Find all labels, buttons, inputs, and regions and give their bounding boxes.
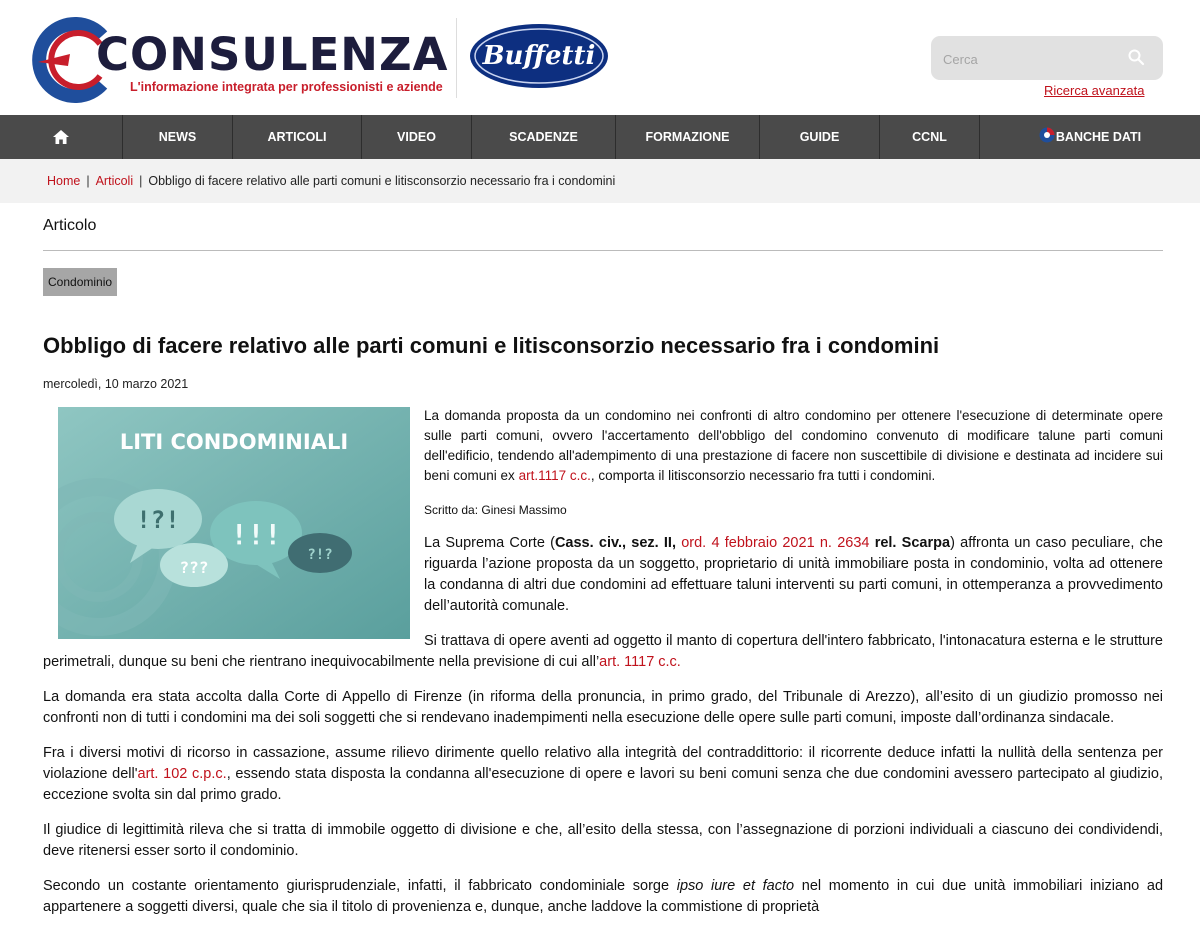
law-link[interactable]: art. 102 c.p.c. (137, 766, 227, 782)
citation-bold: Cass. civ., sez. II, (554, 535, 676, 551)
nav-articoli-label: ARTICOLI (267, 130, 327, 144)
law-link[interactable]: art.1117 c.c. (518, 468, 591, 483)
paragraph-text: Fra i diversi motivi di ricorso in cassazione, assume rilievo dirimente quello relativo alla integrità del contraddittorio: il ricorrente deduce infatti la nullità della sentenza per violazione dell' (43, 745, 1163, 782)
citation-bold: rel. Scarpa (874, 535, 951, 551)
buffetti-logo[interactable] (468, 22, 610, 90)
paragraph-text: Si trattava di opere aventi ad oggetto il manto di copertura dell'intero fabbricato, l'intonacatura esterna e le strutture perimetrali, dunque su beni che rientrano inequivocabilmente nella previsione di cui all’ (43, 633, 1163, 670)
buffetti-wordmark: Buffetti (482, 41, 596, 71)
bubble-text: !?! (136, 506, 180, 534)
paragraph (43, 631, 1163, 673)
bubble-text: ?!? (307, 547, 333, 563)
breadcrumb-separator: | (86, 174, 90, 188)
nav-video[interactable] (362, 115, 472, 159)
consulenza-logo[interactable] (30, 14, 460, 104)
nav-guide-label: GUIDE (799, 130, 840, 144)
paragraph-text: Secondo un costante orientamento giurisprudenziale, infatti, il fabbricato condominiale sorge (43, 878, 677, 894)
nav-video-label: VIDEO (397, 130, 436, 144)
nav-formazione[interactable] (616, 115, 760, 159)
search-icon[interactable] (1127, 48, 1145, 66)
article-body (43, 406, 1163, 932)
bubble-text: !!! (230, 518, 282, 551)
paragraph-text: nel momento in cui due unità immobiliari iniziano ad appartenere a soggetti diversi, quale che sia il titolo di provenienza e, dunque, anche laddove la commistione di proprietà (43, 878, 1164, 915)
law-link[interactable]: ord. 4 febbraio 2021 n. 2634 (681, 535, 870, 551)
paragraph (43, 876, 1163, 918)
article-author: Scritto da: Ginesi Massimo (424, 503, 567, 517)
nav-banche-dati[interactable] (980, 115, 1200, 159)
breadcrumb-home[interactable]: Home (47, 174, 81, 188)
nav-guide[interactable] (760, 115, 880, 159)
breadcrumb (0, 159, 1200, 203)
divider (43, 250, 1163, 251)
nav-scadenze-label: SCADENZE (509, 130, 578, 144)
lead-text: La domanda proposta da un condomino nei confronti di altro condomino per ottenere l'esecuzione di determinate opere sulle parti comuni, ovvero l'accertamento dell'obbligo del condomino convenuto di modificare talune parti comuni dell'edificio, tendendo all'adempimento di una prestazione di facere non suscettibile di divisione e destinata ad incidere sui beni comuni ex (424, 408, 1163, 483)
bubble-text: ??? (179, 558, 209, 577)
logo-divider (456, 18, 457, 98)
database-icon (1039, 127, 1055, 143)
category-tag[interactable]: Condominio (43, 268, 117, 296)
article-date: mercoledì, 10 marzo 2021 (43, 377, 189, 391)
search-box[interactable] (931, 36, 1163, 80)
logo-wordmark: CONSULENZA (96, 28, 449, 81)
nav-articoli[interactable] (233, 115, 362, 159)
search-input[interactable] (941, 36, 1125, 82)
breadcrumb-separator: | (139, 174, 143, 188)
latin-phrase: ipso iure et facto (676, 878, 795, 894)
paragraph (424, 533, 1163, 617)
nav-banche-dati-label: BANCHE DATI (1055, 130, 1142, 144)
article-lead (424, 406, 1163, 486)
law-link[interactable]: art. 1117 c.c. (599, 654, 681, 670)
nav-formazione-label: FORMAZIONE (645, 130, 730, 144)
main-nav (0, 115, 1200, 159)
nav-home[interactable] (0, 115, 123, 159)
advanced-search-link[interactable]: Ricerca avanzata (1044, 83, 1145, 98)
paragraph: Il giudice di legittimità rileva che si tratta di immobile oggetto di divisione e che, all’esito della stessa, con l’assegnazione di porzioni individuali a ciascuno dei condividendi, deve ritenersi esser sorto il condominio. (43, 822, 1163, 859)
home-icon (52, 129, 70, 145)
nav-scadenze[interactable] (472, 115, 616, 159)
paragraph: La domanda era stata accolta dalla Corte di Appello di Firenze (in riforma della pronuncia, in primo grado, del Tribunale di Arezzo), all’esito di un giudizio promosso nei confronti non di tutti i condomini ma dei soli soggetti che si rendevano inadempimenti nella esecuzione delle opere sulle parti comuni, imposte dall’ordinanza sindacale. (43, 689, 1163, 726)
breadcrumb-articoli[interactable]: Articoli (95, 174, 134, 188)
site-header (0, 0, 1200, 115)
lead-text: , comporta il litisconsorzio necessario fra tutti i condomini. (590, 468, 936, 483)
breadcrumb-current: Obbligo di facere relativo alle parti comuni e litisconsorzio necessario fra i condomini (148, 174, 616, 188)
article-title: Obbligo di facere relativo alle parti comuni e litisconsorzio necessario fra i condomini (43, 333, 940, 358)
paragraph (43, 743, 1163, 806)
logo-tagline: L'informazione integrata per professionisti e aziende (130, 80, 443, 94)
nav-ccnl-label: CCNL (912, 130, 947, 144)
paragraph-text: La Suprema Corte ( (424, 535, 555, 551)
nav-news[interactable] (123, 115, 233, 159)
nav-ccnl[interactable] (880, 115, 980, 159)
paragraph-text: ) affronta un caso peculiare, che riguarda l’azione proposta da un soggetto, proprietario di unità immobiliare posta in condominio, volta ad ottenere la condanna di altri due condomini ad effettuare taluni interventi su parti comuni, in ottemperanza a provvedimento dell’autorità comunale. (424, 535, 1163, 614)
image-caption: LITI CONDOMINIALI (119, 430, 349, 454)
nav-news-label: NEWS (158, 130, 197, 144)
paragraph-text: , essendo stata disposta la condanna all'esecuzione di opere e lavori su beni comuni senza che due condomini avessero partecipato al giudizio, eccezione svolta sin dal primo grado. (43, 766, 1163, 803)
section-label: Articolo (43, 217, 97, 234)
